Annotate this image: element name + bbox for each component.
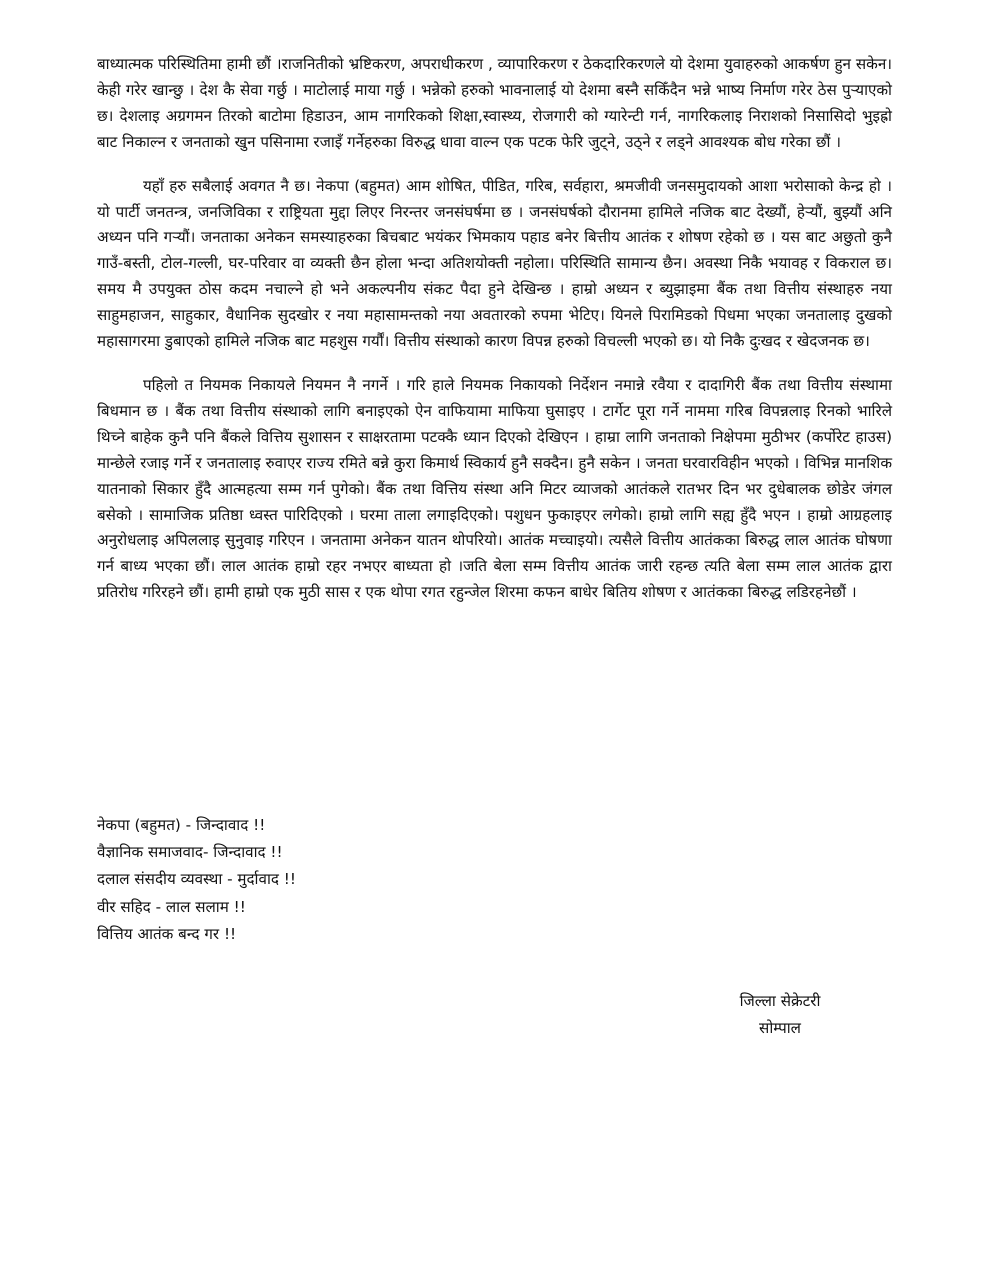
signature-name: सोम्पाल — [759, 1019, 801, 1037]
slogan-item: वीर सहिद - लाल सलाम !! — [97, 897, 246, 916]
document-body — [97, 52, 892, 624]
signature-title: जिल्ला सेक्रेटरी — [739, 992, 821, 1010]
slogan-item: वैज्ञानिक समाजवाद- जिन्दावाद !! — [97, 843, 283, 862]
signature-block — [700, 988, 860, 1042]
slogan-item: वित्तिय आतंक बन्द गर !! — [97, 924, 237, 943]
paragraph-financial-terror: पहिलो त नियमक निकायले नियमन नै नगर्ने । गरि हाले नियमक निकायको निर्देशन नमान्ने रवैया र दादागिरी बैंक तथा वित्तीय संस्थामा बिधमान छ । बैंक तथा वित्तीय संस्थाको लागि बनाइएको ऐन वाफियामा माफिया घुसाइए । टार्गेट पूरा गर्ने नाममा गरिब विपन्नलाइ रिनको भारिले थिच्ने बाहेक कुनै पनि बैंकले वित्तिय सुशासन र साक्षरतामा पटक्कै ध्यान दिएको देखिएन । हाम्रा लागि जनताको निक्षेपमा मुठीभर (कर्पोरेट हाउस) मान्छेले रजाइ गर्ने र जनतालाइ रुवाएर राज्य रमिते बन्ने कुरा किमार्थ स्विकार्य हुनै सक्दैन। हुनै सकेन । जनता घरवारविहीन भएको । विभिन्न मानशिक यातनाको सिकार हुँदै आत्महत्या सम्म गर्न पुगेको। बैंक तथा वित्तिय संस्था अनि मिटर व्याजको आतंकले रातभर दिन भर दुधेबालक छोडेर जंगल बसेको । सामाजिक प्रतिष्ठा ध्वस्त पारिदिएको । घरमा ताला लगाइदिएको। पशुधन फुकाइएर लगेको। हाम्रो लागि सह्य हुँदै भएन । हाम्रो आग्रहलाइ अनुरोधलाइ अपिललाइ सुनुवाइ गरिएन । जनतामा अनेकन यातन थोपरियो। आतंक मच्चाइयो। त्यसैले वित्तीय आतंकका बिरुद्ध लाल आतंक घोषणा गर्न बाध्य भएका छौं। लाल आतंक हाम्रो रहर नभएर बाध्यता हो ।जति बेला सम्म वित्तीय आतंक जारी रहन्छ त्यति बेला सम्म लाल आतंक द्वारा प्रतिरोध गरिरहने छौं। हामी हाम्रो एक मुठी सास र एक थोपा रगत रहुन्जेल शिरमा कफन बाधेर बितिय शोषण र आतंकका बिरुद्ध लडिरहनेछौं । — [97, 375, 892, 602]
slogan-item: दलाल संसदीय व्यवस्था - मुर्दावाद !! — [97, 870, 296, 889]
paragraph-party-statement: यहाँ हरु सबैलाई अवगत नै छ। नेकपा (बहुमत) आम शोषित, पीडित, गरिब, सर्वहारा, श्रमजीवी जनसमुदायको आशा भरोसाको केन्द्र हो । यो पार्टी जनतन्त्र, जनजिविका र राष्ट्रियता मुद्दा लिएर निरन्तर जनसंघर्षमा छ । जनसंघर्षको दौरानमा हामिले नजिक बाट देख्यौं, हेर्‍यौं, बुझ्यौं अनि अध्यन पनि गर्‍यौं। जनताका अनेकन समस्याहरुका बिचबाट भयंकर भिमकाय पहाड बनेर बित्तीय आतंक र शोषण रहेको छ । यस बाट अछुतो कुनै गाउँ-बस्ती, टोल-गल्ली, घर-परिवार वा व्यक्ती छैन होला भन्दा अतिशयोक्ती नहोला। परिस्थिति सामान्य छैन। अवस्था निकै भयावह र विकराल छ। समय मै उपयुक्त ठोस कदम नचाल्ने हो भने अकल्पनीय संकट पैदा हुने देखिन्छ । हाम्रो अध्यन र ब्युझाइमा बैंक तथा वित्तीय संस्थाहरु नया साहुमहाजन, साहुकार, वैधानिक सुदखोर र नया महासामन्तको नया अवतारको रुपमा भेटिए। यिनले पिरामिडको पिधमा भएका जनतालाइ दुखको महासागरमा डुबाएको हामिले नजिक बाट महशुस गर्यौं। वित्तीय संस्थाको कारण विपन्न हरुको विचल्ली भएको छ। यो निकै दुःखद र खेदजनक छ। — [97, 176, 892, 351]
paragraph-intro: बाध्यात्मक परिस्थितिमा हामी छौं ।राजनितीको भ्रष्टिकरण, अपराधीकरण , व्यापारिकरण र ठेकदारिकरणले यो देशमा युवाहरुको आकर्षण हुन सकेन। केही गरेर खान्छु । देश कै सेवा गर्छु । माटोलाई माया गर्छु । भन्नेको हरुको भावनालाई यो देशमा बस्नै सकिँदैन भन्ने भाष्य निर्माण गरेर ठेस पुर्‍याएको छ। देशलाइ अग्रगमन तिरको बाटोमा हिडाउन, आम नागरिकको शिक्षा,स्वास्थ्य, रोजगारी को ग्यारेन्टी गर्न, नागरिकलाइ निराशको निसासिदो भुइह्रो बाट निकाल्न र जनताको खुन पसिनामा रजाइँ गर्नेहरुका विरुद्ध धावा वाल्न एक पटक फेरि जुट्ने, उठ्ने र लड्ने आवश्यक बोध गरेका छौं । — [97, 55, 892, 151]
slogan-list — [97, 812, 697, 948]
slogan-item: नेकपा (बहुमत) - जिन्दावाद !! — [97, 816, 266, 834]
